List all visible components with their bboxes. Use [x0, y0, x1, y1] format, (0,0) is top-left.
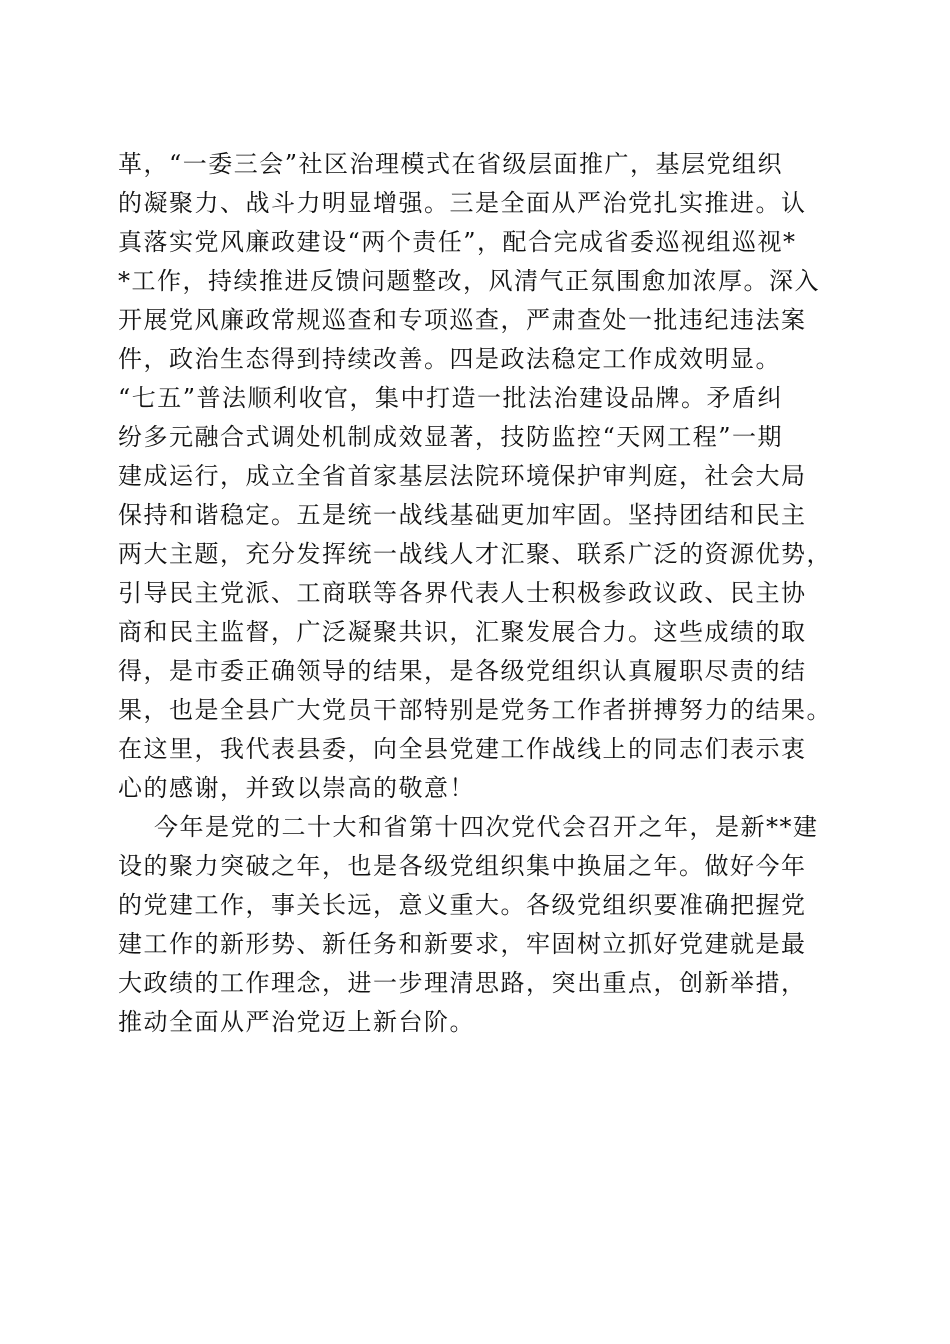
- paragraph-1-line: 开展党风廉政常规巡查和专项巡查，严肃查处一批违纪违法案: [118, 306, 807, 334]
- paragraph-1-line: 两大主题，充分发挥统一战线人才汇聚、联系广泛的资源优势，: [118, 540, 832, 568]
- paragraph-2-line: 设的聚力突破之年，也是各级党组织集中换届之年。做好今年: [118, 852, 807, 880]
- paragraph-1-line: 建成运行，成立全省首家基层法院环境保护审判庭，社会大局: [118, 462, 807, 490]
- paragraph-1-line: 革，“一委三会”社区治理模式在省级层面推广，基层党组织: [118, 150, 784, 178]
- paragraph-1-line: 引导民主党派、工商联等各界代表人士积极参政议政、民主协: [118, 579, 807, 607]
- paragraph-1-line: 在这里，我代表县委，向全县党建工作战线上的同志们表示衷: [118, 735, 807, 763]
- paragraph-1-line: 得，是市委正确领导的结果，是各级党组织认真履职尽责的结: [118, 657, 807, 685]
- paragraph-1-line: *工作，持续推进反馈问题整改，风清气正氛围愈加浓厚。深入: [118, 267, 820, 295]
- paragraph-2-line: 的党建工作，事关长远，意义重大。各级党组织要准确把握党: [118, 891, 807, 919]
- paragraph-2-line: 今年是党的二十大和省第十四次党代会召开之年，是新**建: [154, 813, 819, 841]
- paragraph-2-line: 建工作的新形势、新任务和新要求，牢固树立抓好党建就是最: [118, 930, 807, 958]
- paragraph-1-line: 心的感谢，并致以崇高的敬意！: [118, 774, 475, 802]
- paragraph-2-line: 大政绩的工作理念，进一步理清思路，突出重点，创新举措，: [118, 969, 807, 997]
- paragraph-1-line: 真落实党风廉政建设“两个责任”，配合完成省委巡视组巡视*: [118, 228, 797, 256]
- paragraph-1-line: 的凝聚力、战斗力明显增强。三是全面从严治党扎实推进。认: [118, 189, 807, 217]
- paragraph-1-line: 纷多元融合式调处机制成效显著，技防监控“天网工程”一期: [118, 423, 784, 451]
- paragraph-1-line: 件，政治生态得到持续改善。四是政法稳定工作成效明显。: [118, 345, 781, 373]
- paragraph-1-line: “七五”普法顺利收官，集中打造一批法治建设品牌。矛盾纠: [118, 384, 784, 412]
- paragraph-1-line: 保持和谐稳定。五是统一战线基础更加牢固。坚持团结和民主: [118, 501, 807, 529]
- paragraph-1-line: 果，也是全县广大党员干部特别是党务工作者拼搏努力的结果。: [118, 696, 832, 724]
- paragraph-2-line: 推动全面从严治党迈上新台阶。: [118, 1008, 475, 1036]
- paragraph-1-line: 商和民主监督，广泛凝聚共识，汇聚发展合力。这些成绩的取: [118, 618, 807, 646]
